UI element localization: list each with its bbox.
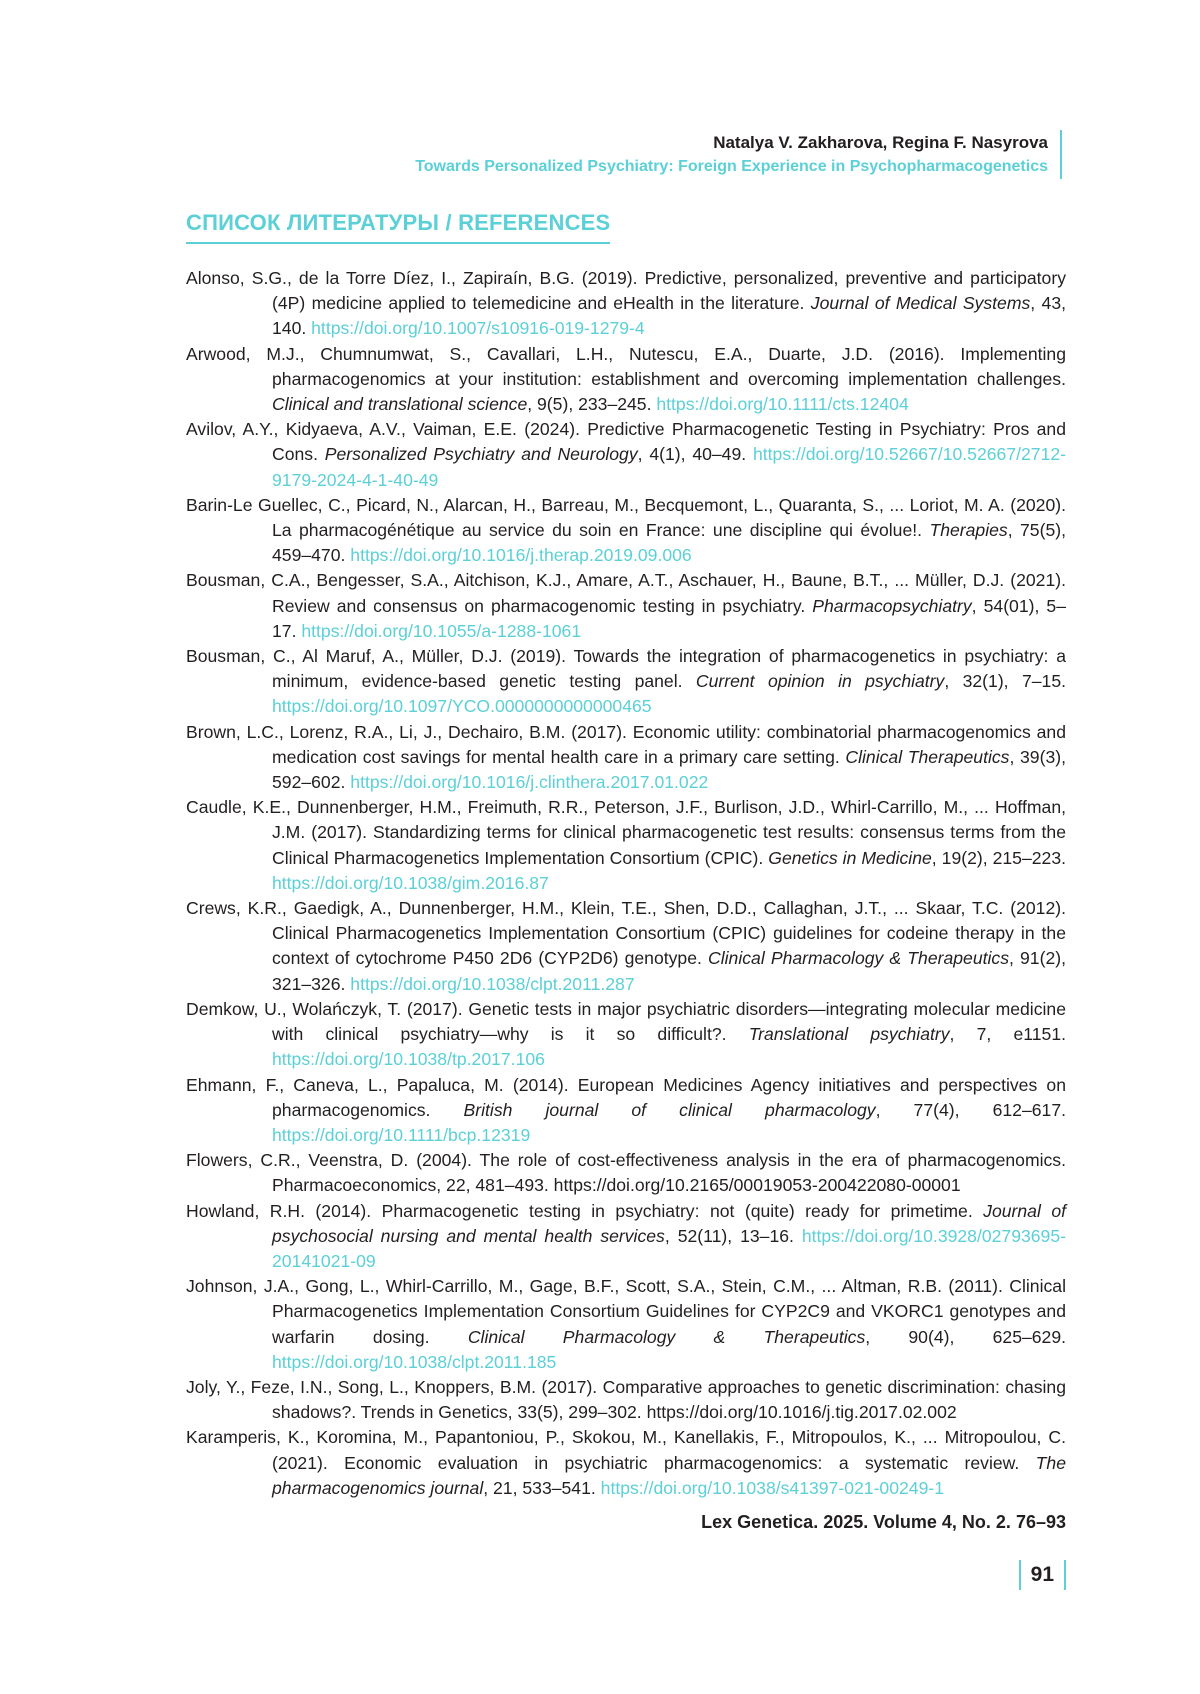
reference-journal: Clinical and translational science xyxy=(272,394,528,415)
reference-doi-link[interactable]: https://doi.org/10.1038/s41397-021-00249-1 xyxy=(600,1477,944,1498)
reference-journal: Translational psychiatry xyxy=(748,1024,950,1045)
reference-text: Avilov, A.Y., Kidyaeva, A.V., Vaiman, E.E. (2024). Predictive Pharmacogenetic Testing in Psychiatry: Pros and Cons. xyxy=(186,419,1066,465)
reference-text: Johnson, J.A., Gong, L., Whirl-Carrillo, M., Gage, B.F., Scott, S.A., Stein, C.M., ... Altman, R.B. (2011). Clinical Pharmacogenetics Implementation Consortium Guidelines for CYP2C9 and VKORC1 genotypes and warfarin dosing. xyxy=(186,1276,1066,1347)
reference-list xyxy=(186,266,1066,1501)
reference-text: Arwood, M.J., Chumnumwat, S., Cavallari, L.H., Nutescu, E.A., Duarte, J.D. (2016). Implementing pharmacogenomics at your institution: establishment and overcoming implementation challenges. xyxy=(186,343,1066,389)
reference-doi-link[interactable]: https://doi.org/10.1038/tp.2017.106 xyxy=(272,1049,545,1070)
reference-text: Howland, R.H. (2014). Pharmacogenetic testing in psychiatry: not (quite) ready for primetime. xyxy=(186,1200,984,1221)
reference-details: , 77(4), 612–617. xyxy=(875,1099,1066,1120)
reference-doi-link[interactable]: https://doi.org/10.1038/clpt.2011.287 xyxy=(350,973,635,994)
reference-journal: Journal of Medical Systems xyxy=(810,293,1031,314)
reference-item xyxy=(186,644,1066,720)
reference-item xyxy=(186,342,1066,418)
reference-details: , 4(1), 40–49. xyxy=(637,444,753,465)
reference-details: , 39(3), 592–602. xyxy=(272,746,1066,793)
header-article-title: Towards Personalized Psychiatry: Foreign Experience in Psychopharmacogenetics xyxy=(415,158,1048,175)
reference-doi-link[interactable]: https://doi.org/10.1097/YCO.0000000000000465 xyxy=(272,696,652,717)
reference-details: , 32(1), 7–15. xyxy=(944,671,1066,692)
reference-item xyxy=(186,1425,1066,1501)
reference-text: Caudle, K.E., Dunnenberger, H.M., Freimuth, R.R., Peterson, J.F., Burlison, J.D., Whirl-Carrillo, M., ... Hoffman, J.M. (2017). Standardizing terms for clinical pharmacogenetic test results: consensus terms from the Clinical Pharmacogenetics Implementation Consortium (CPIC). xyxy=(186,797,1066,868)
reference-text: Flowers, C.R., Veenstra, D. (2004). The role of cost-effectiveness analysis in the era of pharmacogenomics. Pharmacoeconomics, 22, 481–493. https://doi.org/10.2165/00019053-200422080-00001 xyxy=(186,1150,1066,1196)
reference-details: , 52(11), 13–16. xyxy=(664,1225,802,1246)
reference-item xyxy=(186,720,1066,796)
reference-item xyxy=(186,417,1066,493)
reference-journal: Clinical Pharmacology & Therapeutics xyxy=(467,1326,866,1347)
reference-item xyxy=(186,266,1066,342)
reference-item xyxy=(186,568,1066,644)
reference-journal: The pharmacogenomics journal xyxy=(272,1452,1066,1498)
header-authors: Natalya V. Zakharova, Regina F. Nasyrova xyxy=(713,133,1048,152)
reference-text: Karamperis, K., Koromina, M., Papantoniou, P., Skokou, M., Kanellakis, F., Mitropoulos, K., ... Mitropoulou, C. (2021). Economic evaluation in psychiatric pharmacogenomics: a systematic review. xyxy=(186,1427,1066,1473)
reference-item xyxy=(186,493,1066,569)
reference-item xyxy=(186,1274,1066,1375)
reference-text: Bousman, C., Al Maruf, A., Müller, D.J. (2019). Towards the integration of pharmacogenetics in psychiatry: a minimum, evidence-based genetic testing panel. xyxy=(186,646,1066,692)
reference-journal: Journal of psychosocial nursing and mental health services xyxy=(272,1200,1066,1246)
reference-item xyxy=(186,1375,1066,1425)
reference-journal: Clinical Therapeutics xyxy=(845,746,1010,767)
reference-doi-link[interactable]: https://doi.org/10.1016/j.therap.2019.09.006 xyxy=(350,545,692,566)
reference-details: , 43, 140. xyxy=(272,293,1066,339)
reference-doi-link[interactable]: https://doi.org/10.52667/10.52667/2712-9179-2024-4-1-40-49 xyxy=(272,444,1066,490)
reference-details: , 90(4), 625–629. xyxy=(865,1326,1067,1347)
reference-item xyxy=(186,1073,1066,1149)
reference-text: Demkow, U., Wolańczyk, T. (2017). Genetic tests in major psychiatric disorders—integrating molecular medicine with clinical psychiatry—why is it so difficult?. xyxy=(186,998,1066,1045)
reference-doi-link[interactable]: https://doi.org/10.3928/02793695-20141021-09 xyxy=(272,1225,1066,1271)
reference-doi-link[interactable]: https://doi.org/10.1111/bcp.12319 xyxy=(272,1124,531,1145)
reference-journal: Pharmacopsychiatry xyxy=(812,595,972,616)
reference-doi-link[interactable]: https://doi.org/10.1038/clpt.2011.185 xyxy=(272,1351,557,1372)
reference-item xyxy=(186,1199,1066,1275)
reference-text: Joly, Y., Feze, I.N., Song, L., Knoppers, B.M. (2017). Comparative approaches to genetic discrimination: chasing shadows?. Trends in Genetics, 33(5), 299–302. https://doi.org/10.1016/j.tig.2017.02.002 xyxy=(186,1376,1066,1423)
reference-journal: Personalized Psychiatry and Neurology xyxy=(324,444,638,465)
section-title: СПИСОК ЛИТЕРАТУРЫ / REFERENCES xyxy=(186,210,610,244)
reference-doi-link[interactable]: https://doi.org/10.1007/s10916-019-1279-4 xyxy=(311,318,645,339)
reference-text: Ehmann, F., Caneva, L., Papaluca, M. (2014). European Medicines Agency initiatives and perspectives on pharmacogenomics. xyxy=(186,1074,1066,1120)
reference-item xyxy=(186,896,1066,997)
reference-doi-link[interactable]: https://doi.org/10.1038/gim.2016.87 xyxy=(272,872,549,893)
reference-item xyxy=(186,1148,1066,1198)
reference-text: Barin-Le Guellec, C., Picard, N., Alarcan, H., Barreau, M., Becquemont, L., Quaranta, S., ... Loriot, M. A. (2020). La pharmacogénétique au service du soin en France: une discipline qui évolue!. xyxy=(186,494,1066,541)
reference-details: , 21, 533–541. xyxy=(483,1477,601,1498)
reference-text: Brown, L.C., Lorenz, R.A., Li, J., Dechairo, B.M. (2017). Economic utility: combinatorial pharmacogenomics and medication cost savings for mental health care in a primary care setting. xyxy=(186,721,1066,767)
reference-text: Crews, K.R., Gaedigk, A., Dunnenberger, H.M., Klein, T.E., Shen, D.D., Callaghan, J.T., ... Skaar, T.C. (2012). Clinical Pharmacogenetics Implementation Consortium (CPIC) guidelines for codeine therapy in the context of cytochrome P450 2D6 (CYP2D6) genotype. xyxy=(186,898,1066,969)
page-number: 91 xyxy=(1019,1560,1066,1590)
running-header xyxy=(415,130,1062,179)
reference-details: , 75(5), 459–470. xyxy=(272,520,1066,566)
reference-item xyxy=(186,997,1066,1073)
reference-journal: Therapies xyxy=(929,520,1008,541)
reference-doi-link[interactable]: https://doi.org/10.1055/a-1288-1061 xyxy=(301,620,582,641)
reference-item xyxy=(186,795,1066,896)
reference-journal: Current opinion in psychiatry xyxy=(695,671,945,692)
reference-text: Alonso, S.G., de la Torre Díez, I., Zapiraín, B.G. (2019). Predictive, personalized, preventive and participatory (4P) medicine applied to telemedicine and eHealth in the literature. xyxy=(186,268,1066,314)
reference-journal: Genetics in Medicine xyxy=(768,847,932,868)
reference-journal: Clinical Pharmacology & Therapeutics xyxy=(708,948,1009,969)
reference-details: , 19(2), 215–223. xyxy=(931,847,1066,868)
reference-details: , 9(5), 233–245. xyxy=(527,394,657,415)
reference-details: , 7, e1151. xyxy=(949,1024,1067,1045)
journal-footer: Lex Genetica. 2025. Volume 4, No. 2. 76–93 xyxy=(701,1512,1066,1532)
reference-text: Bousman, C.A., Bengesser, S.A., Aitchison, K.J., Amare, A.T., Aschauer, H., Baune, B.T., ... Müller, D.J. (2021). Review and consensus on pharmacogenomic testing in psychiatry. xyxy=(186,570,1066,616)
reference-doi-link[interactable]: https://doi.org/10.1016/j.clinthera.2017.01.022 xyxy=(350,772,709,793)
reference-doi-link[interactable]: https://doi.org/10.1111/cts.12404 xyxy=(656,394,909,415)
reference-details: , 91(2), 321–326. xyxy=(272,948,1066,994)
reference-journal: British journal of clinical pharmacology xyxy=(463,1099,876,1120)
reference-details: , 54(01), 5–17. xyxy=(272,595,1067,641)
